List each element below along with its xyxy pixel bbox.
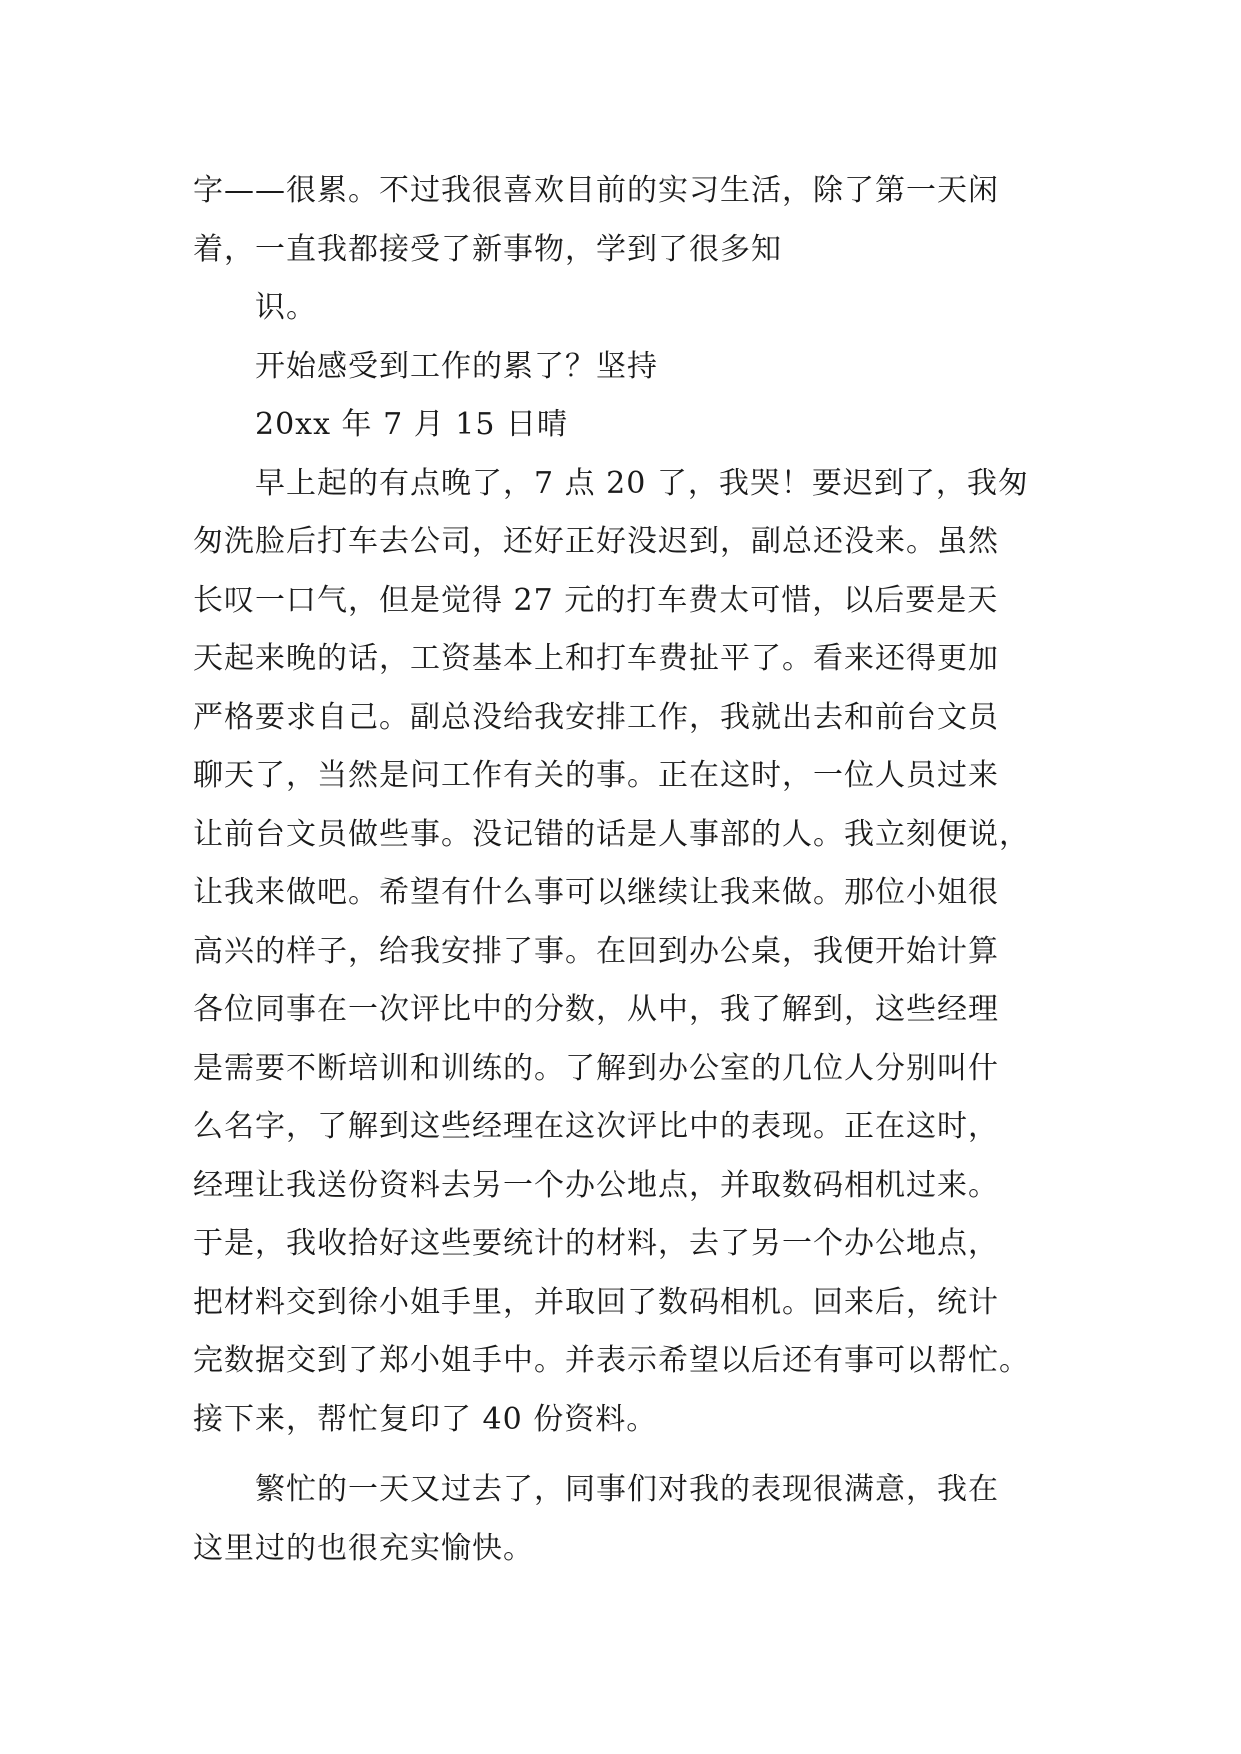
text-line: 高兴的样子，给我安排了事。在回到办公桌，我便开始计算 — [193, 933, 999, 969]
text-line: 聊天了，当然是问工作有关的事。正在这时，一位人员过来 — [193, 758, 999, 793]
text-line: 经理让我送份资料去另一个办公地点，并取数码相机过来。 — [193, 1167, 999, 1203]
text-line: 么名字，了解到这些经理在这次评比中的表现。正在这时， — [193, 1109, 999, 1144]
text-line: 于是，我收拾好这些要统计的材料，去了另一个办公地点， — [193, 1226, 999, 1261]
text-line: 天起来晚的话，工资基本上和打车费扯平了。看来还得更加 — [193, 641, 999, 676]
text-line: 严格要求自己。副总没给我安排工作，我就出去和前台文员 — [193, 699, 999, 735]
paragraph-gap — [193, 1449, 1063, 1461]
text-line: 字——很累。不过我很喜欢目前的实习生活，除了第一天闲 — [193, 173, 999, 208]
text-line: 是需要不断培训和训练的。了解到办公室的几位人分别叫什 — [193, 1050, 999, 1086]
text-line: 各位同事在一次评比中的分数，从中，我了解到，这些经理 — [193, 992, 999, 1027]
diary-date: 20xx 年 7 月 15 日晴 — [255, 407, 568, 442]
text-line: 让前台文员做些事。没记错的话是人事部的人。我立刻便说， — [193, 816, 1030, 852]
paragraph-1 — [193, 455, 1063, 1450]
text-line: 把材料交到徐小姐手里，并取回了数码相机。回来后，统计 — [193, 1284, 999, 1320]
section-heading: 开始感受到工作的累了？坚持 — [255, 348, 658, 384]
text-line: 繁忙的一天又过去了，同事们对我的表现很满意，我在 — [255, 1472, 999, 1507]
text-line: 让我来做吧。希望有什么事可以继续让我来做。那位小姐很 — [193, 875, 999, 910]
text-line: 匆洗脸后打车去公司，还好正好没迟到，副总还没来。虽然 — [193, 524, 999, 559]
paragraph-2 — [193, 1461, 1063, 1578]
text-line: 完数据交到了郑小姐手中。并表示希望以后还有事可以帮忙。 — [193, 1343, 1030, 1378]
text-line: 这里过的也很充实愉快。 — [193, 1530, 534, 1566]
text-line: 早上起的有点晚了，7 点 20 了，我哭！要迟到了，我匆 — [255, 465, 1029, 501]
text-line: 长叹一口气，但是觉得 27 元的打车费太可惜，以后要是天 — [193, 582, 999, 618]
text-line: 接下来，帮忙复印了 40 份资料。 — [193, 1401, 658, 1437]
document-body — [193, 162, 1063, 1578]
text-line: 着，一直我都接受了新事物，学到了很多知 — [193, 231, 782, 267]
text-line: 识。 — [255, 290, 317, 325]
